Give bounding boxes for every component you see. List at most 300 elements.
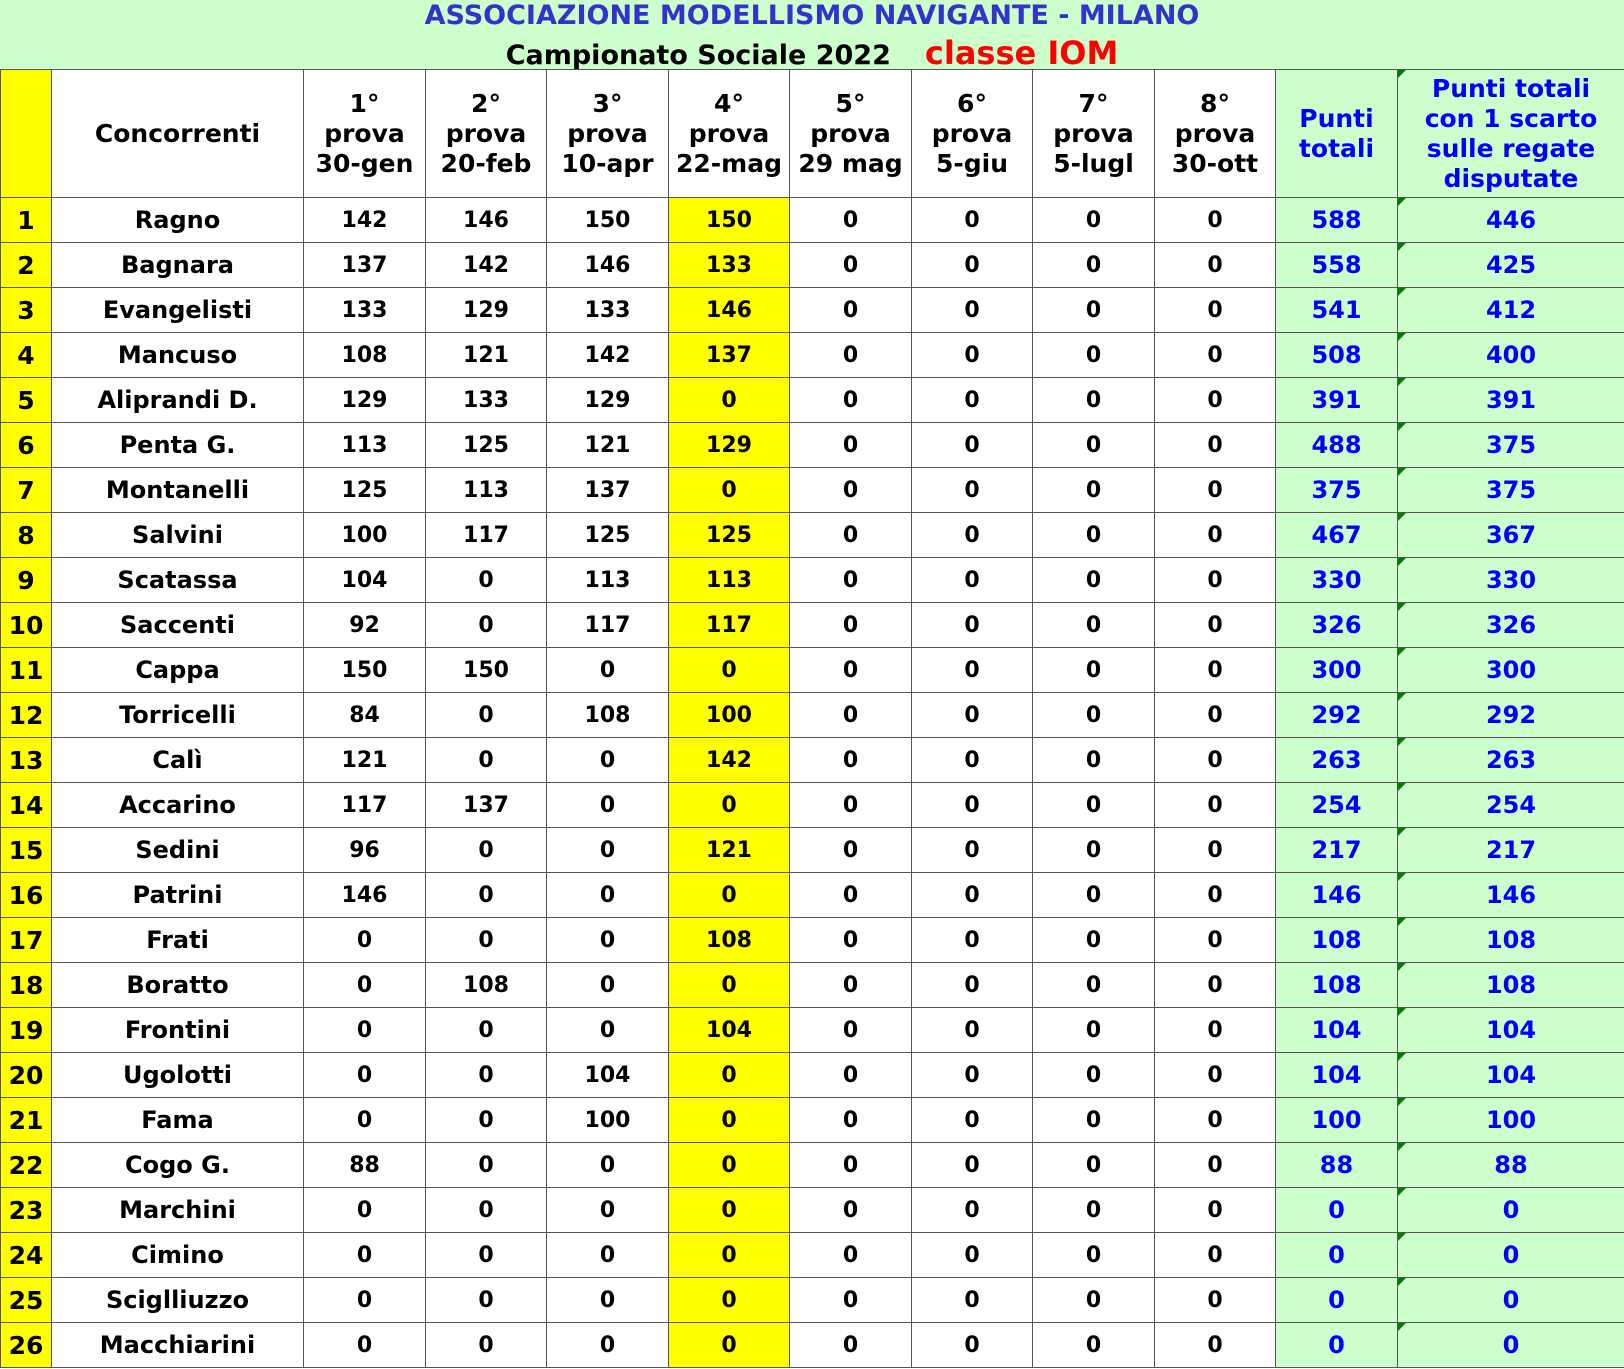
total-points: 0 (1276, 1323, 1398, 1368)
race-score-8: 0 (1155, 378, 1276, 423)
race-score-3: 0 (547, 648, 669, 693)
race-score-3: 0 (547, 738, 669, 783)
competitor-name: Cogo G. (52, 1143, 304, 1188)
race-score-2: 0 (426, 1053, 547, 1098)
race-score-1: 129 (304, 378, 426, 423)
race-score-6: 0 (912, 1008, 1033, 1053)
total-discard-points: 292 (1398, 693, 1624, 738)
race-score-7: 0 (1033, 693, 1155, 738)
table-row (1, 468, 1624, 513)
total-discard-points: 104 (1398, 1053, 1624, 1098)
race-header-label: prova (1174, 118, 1256, 148)
race-score-2: 0 (426, 1323, 547, 1368)
race-score-1: 84 (304, 693, 426, 738)
race-score-3: 129 (547, 378, 669, 423)
race-score-6: 0 (912, 963, 1033, 1008)
race-score-4: 121 (669, 828, 790, 873)
competitor-name: Frontini (52, 1008, 304, 1053)
race-score-7: 0 (1033, 1053, 1155, 1098)
race-score-4: 108 (669, 918, 790, 963)
race-score-6: 0 (912, 243, 1033, 288)
race-score-2: 0 (426, 1098, 547, 1143)
total-discard-points: 100 (1398, 1098, 1624, 1143)
race-score-6: 0 (912, 513, 1033, 558)
rank-cell: 2 (1, 243, 52, 288)
race-header-date: 10-apr (561, 148, 654, 178)
race-score-7: 0 (1033, 288, 1155, 333)
total-discard-points: 326 (1398, 603, 1624, 648)
race-score-4: 0 (669, 378, 790, 423)
race-score-3: 125 (547, 513, 669, 558)
race-score-8: 0 (1155, 1098, 1276, 1143)
table-row (1, 1098, 1624, 1143)
race-score-2: 0 (426, 1008, 547, 1053)
race-score-1: 92 (304, 603, 426, 648)
total-points: 146 (1276, 873, 1398, 918)
rank-cell: 21 (1, 1098, 52, 1143)
race-score-4: 0 (669, 873, 790, 918)
standings-body (1, 198, 1624, 1368)
race-score-4: 0 (669, 1233, 790, 1278)
race-score-8: 0 (1155, 468, 1276, 513)
race-score-1: 100 (304, 513, 426, 558)
competitor-name: Evangelisti (52, 288, 304, 333)
race-score-3: 100 (547, 1098, 669, 1143)
race-header-label: prova (324, 118, 405, 148)
table-row (1, 288, 1624, 333)
race-score-2: 121 (426, 333, 547, 378)
race-score-6: 0 (912, 198, 1033, 243)
race-header-6 (912, 70, 1033, 198)
race-score-2: 0 (426, 1278, 547, 1323)
race-score-3: 0 (547, 1278, 669, 1323)
competitor-name: Accarino (52, 783, 304, 828)
table-row (1, 1008, 1624, 1053)
rank-cell: 20 (1, 1053, 52, 1098)
race-score-2: 0 (426, 1233, 547, 1278)
table-row (1, 423, 1624, 468)
rank-cell: 17 (1, 918, 52, 963)
table-row (1, 243, 1624, 288)
race-score-5: 0 (790, 243, 912, 288)
race-score-2: 0 (426, 828, 547, 873)
race-score-7: 0 (1033, 648, 1155, 693)
race-score-5: 0 (790, 513, 912, 558)
race-score-6: 0 (912, 468, 1033, 513)
race-header-label: prova (567, 118, 648, 148)
total-points: 541 (1276, 288, 1398, 333)
total-discard-points: 375 (1398, 468, 1624, 513)
race-score-2: 0 (426, 693, 547, 738)
race-score-3: 0 (547, 918, 669, 963)
rank-cell: 16 (1, 873, 52, 918)
race-score-5: 0 (790, 468, 912, 513)
race-score-5: 0 (790, 288, 912, 333)
competitor-name: Macchiarini (52, 1323, 304, 1368)
rank-cell: 18 (1, 963, 52, 1008)
race-score-8: 0 (1155, 558, 1276, 603)
race-score-8: 0 (1155, 198, 1276, 243)
race-score-7: 0 (1033, 243, 1155, 288)
race-score-3: 113 (547, 558, 669, 603)
race-score-2: 146 (426, 198, 547, 243)
total-points: 104 (1276, 1008, 1398, 1053)
race-score-3: 142 (547, 333, 669, 378)
competitor-name: Ragno (52, 198, 304, 243)
race-score-7: 0 (1033, 828, 1155, 873)
total-points: 104 (1276, 1053, 1398, 1098)
race-score-8: 0 (1155, 738, 1276, 783)
race-header-label: prova (445, 118, 527, 148)
race-score-6: 0 (912, 828, 1033, 873)
race-score-5: 0 (790, 1188, 912, 1233)
race-score-3: 0 (547, 963, 669, 1008)
race-score-6: 0 (912, 783, 1033, 828)
race-score-5: 0 (790, 783, 912, 828)
total-points: 391 (1276, 378, 1398, 423)
total-points: 375 (1276, 468, 1398, 513)
rank-cell: 3 (1, 288, 52, 333)
race-header-3 (547, 70, 669, 198)
total-discard-points: 0 (1398, 1188, 1624, 1233)
total-discard-points: 446 (1398, 198, 1624, 243)
race-score-1: 150 (304, 648, 426, 693)
race-score-1: 96 (304, 828, 426, 873)
rank-cell: 14 (1, 783, 52, 828)
total-discard-points: 108 (1398, 918, 1624, 963)
rank-cell: 23 (1, 1188, 52, 1233)
race-score-8: 0 (1155, 288, 1276, 333)
race-score-2: 150 (426, 648, 547, 693)
race-header-n: 7° (1078, 88, 1109, 118)
race-score-6: 0 (912, 423, 1033, 468)
race-score-3: 121 (547, 423, 669, 468)
race-score-8: 0 (1155, 1008, 1276, 1053)
table-row (1, 1233, 1624, 1278)
race-score-1: 121 (304, 738, 426, 783)
race-header-4 (669, 70, 790, 198)
race-score-4: 104 (669, 1008, 790, 1053)
race-score-3: 0 (547, 1233, 669, 1278)
table-row (1, 513, 1624, 558)
race-header-5 (790, 70, 912, 198)
table-row (1, 1323, 1624, 1368)
rank-cell: 25 (1, 1278, 52, 1323)
table-row (1, 1143, 1624, 1188)
rank-cell: 22 (1, 1143, 52, 1188)
race-score-7: 0 (1033, 198, 1155, 243)
race-score-7: 0 (1033, 333, 1155, 378)
race-score-8: 0 (1155, 1233, 1276, 1278)
race-score-1: 104 (304, 558, 426, 603)
rank-cell: 6 (1, 423, 52, 468)
race-score-4: 0 (669, 783, 790, 828)
race-header-2 (426, 70, 547, 198)
race-header-date: 30-ott (1171, 148, 1259, 178)
championship-title (0, 36, 1624, 73)
table-row (1, 198, 1624, 243)
competitor-name: Mancuso (52, 333, 304, 378)
race-score-4: 0 (669, 963, 790, 1008)
race-score-2: 137 (426, 783, 547, 828)
race-score-7: 0 (1033, 468, 1155, 513)
standings-table (0, 69, 1624, 1368)
table-row (1, 378, 1624, 423)
race-score-1: 137 (304, 243, 426, 288)
race-header-label: prova (688, 118, 770, 148)
total-points: 467 (1276, 513, 1398, 558)
race-score-1: 0 (304, 918, 426, 963)
table-row (1, 333, 1624, 378)
race-score-7: 0 (1033, 513, 1155, 558)
race-score-1: 0 (304, 1278, 426, 1323)
competitor-name: Sciglliuzzo (52, 1278, 304, 1323)
race-score-1: 0 (304, 1188, 426, 1233)
race-score-7: 0 (1033, 873, 1155, 918)
race-header-8 (1155, 70, 1276, 198)
total-points: 488 (1276, 423, 1398, 468)
race-score-7: 0 (1033, 603, 1155, 648)
race-score-3: 0 (547, 783, 669, 828)
competitor-name: Fama (52, 1098, 304, 1143)
competitor-name: Ugolotti (52, 1053, 304, 1098)
race-score-3: 0 (547, 1188, 669, 1233)
race-score-2: 0 (426, 603, 547, 648)
race-score-4: 0 (669, 1188, 790, 1233)
race-score-2: 133 (426, 378, 547, 423)
rank-cell: 19 (1, 1008, 52, 1053)
total-discard-points: 425 (1398, 243, 1624, 288)
total-discard-points: 300 (1398, 648, 1624, 693)
race-score-8: 0 (1155, 828, 1276, 873)
race-score-7: 0 (1033, 1143, 1155, 1188)
race-score-1: 125 (304, 468, 426, 513)
total-points: 254 (1276, 783, 1398, 828)
race-score-4: 129 (669, 423, 790, 468)
race-score-1: 146 (304, 873, 426, 918)
competitor-name: Salvini (52, 513, 304, 558)
table-row (1, 783, 1624, 828)
race-score-8: 0 (1155, 1323, 1276, 1368)
class-label: classe IOM (924, 34, 1119, 72)
rank-cell: 8 (1, 513, 52, 558)
race-score-2: 113 (426, 468, 547, 513)
race-score-3: 104 (547, 1053, 669, 1098)
race-score-8: 0 (1155, 693, 1276, 738)
race-header-n: 8° (1200, 88, 1230, 118)
race-header-n: 4° (714, 88, 744, 118)
competitor-name: Torricelli (52, 693, 304, 738)
competitor-name: Saccenti (52, 603, 304, 648)
competitor-name: Frati (52, 918, 304, 963)
race-score-8: 0 (1155, 333, 1276, 378)
rank-cell: 10 (1, 603, 52, 648)
competitor-name: Scatassa (52, 558, 304, 603)
race-score-5: 0 (790, 1143, 912, 1188)
rank-cell: 15 (1, 828, 52, 873)
race-header-n: 1° (349, 88, 380, 118)
race-score-4: 150 (669, 198, 790, 243)
race-score-4: 0 (669, 1143, 790, 1188)
race-header-n: 5° (835, 88, 866, 118)
race-score-6: 0 (912, 1278, 1033, 1323)
race-score-8: 0 (1155, 1188, 1276, 1233)
race-score-7: 0 (1033, 558, 1155, 603)
rank-cell: 5 (1, 378, 52, 423)
race-score-3: 0 (547, 1323, 669, 1368)
total-discard-points: 104 (1398, 1008, 1624, 1053)
race-score-8: 0 (1155, 963, 1276, 1008)
competitor-name: Aliprandi D. (52, 378, 304, 423)
table-row (1, 918, 1624, 963)
race-score-6: 0 (912, 873, 1033, 918)
race-score-5: 0 (790, 423, 912, 468)
race-score-8: 0 (1155, 1053, 1276, 1098)
race-score-5: 0 (790, 1323, 912, 1368)
race-score-1: 113 (304, 423, 426, 468)
race-score-2: 0 (426, 918, 547, 963)
race-score-5: 0 (790, 333, 912, 378)
association-title: ASSOCIAZIONE MODELLISMO NAVIGANTE - MILANO (424, 0, 1200, 31)
race-score-2: 117 (426, 513, 547, 558)
total-discard-points: 108 (1398, 963, 1624, 1008)
total-discard-points: 391 (1398, 378, 1624, 423)
total-points: 108 (1276, 963, 1398, 1008)
total-points: 0 (1276, 1278, 1398, 1323)
race-score-5: 0 (790, 558, 912, 603)
race-score-3: 0 (547, 828, 669, 873)
race-score-8: 0 (1155, 918, 1276, 963)
race-score-3: 0 (547, 1008, 669, 1053)
total-points-header: Punti totali (1276, 70, 1398, 198)
race-score-7: 0 (1033, 1188, 1155, 1233)
race-header-n: 2° (471, 88, 501, 118)
table-row (1, 963, 1624, 1008)
race-score-5: 0 (790, 1233, 912, 1278)
race-score-8: 0 (1155, 423, 1276, 468)
competitor-name: Calì (52, 738, 304, 783)
race-score-8: 0 (1155, 243, 1276, 288)
race-score-1: 0 (304, 1053, 426, 1098)
rank-cell: 7 (1, 468, 52, 513)
total-points: 263 (1276, 738, 1398, 783)
race-score-4: 0 (669, 1098, 790, 1143)
race-score-5: 0 (790, 918, 912, 963)
table-row (1, 1053, 1624, 1098)
race-score-5: 0 (790, 378, 912, 423)
race-score-5: 0 (790, 738, 912, 783)
race-score-4: 0 (669, 468, 790, 513)
race-score-7: 0 (1033, 738, 1155, 783)
race-score-4: 113 (669, 558, 790, 603)
race-score-6: 0 (912, 378, 1033, 423)
race-score-7: 0 (1033, 378, 1155, 423)
race-score-7: 0 (1033, 783, 1155, 828)
race-score-6: 0 (912, 1188, 1033, 1233)
race-score-6: 0 (912, 333, 1033, 378)
race-score-8: 0 (1155, 783, 1276, 828)
race-score-6: 0 (912, 1098, 1033, 1143)
total-discard-header: Punti totali con 1 scarto sulle regate disputate (1398, 70, 1624, 198)
race-score-3: 133 (547, 288, 669, 333)
total-discard-points: 0 (1398, 1233, 1624, 1278)
table-row (1, 603, 1624, 648)
race-score-3: 0 (547, 1143, 669, 1188)
race-score-1: 0 (304, 1233, 426, 1278)
race-header-date: 20-feb (440, 148, 532, 178)
total-points: 88 (1276, 1143, 1398, 1188)
sheet-header (0, 0, 1624, 70)
rank-cell: 26 (1, 1323, 52, 1368)
competitor-name: Penta G. (52, 423, 304, 468)
table-row (1, 738, 1624, 783)
race-score-5: 0 (790, 693, 912, 738)
rank-header (1, 70, 52, 198)
race-score-3: 117 (547, 603, 669, 648)
race-header-date: 5-lugl (1053, 148, 1134, 178)
race-score-6: 0 (912, 648, 1033, 693)
race-score-4: 0 (669, 1278, 790, 1323)
table-row (1, 558, 1624, 603)
race-score-5: 0 (790, 1278, 912, 1323)
race-score-2: 129 (426, 288, 547, 333)
race-header-label: prova (931, 118, 1013, 148)
race-score-7: 0 (1033, 1098, 1155, 1143)
total-points: 100 (1276, 1098, 1398, 1143)
competitor-name: Patrini (52, 873, 304, 918)
race-header-label: prova (810, 118, 891, 148)
race-score-3: 108 (547, 693, 669, 738)
total-discard-points: 330 (1398, 558, 1624, 603)
race-score-2: 0 (426, 873, 547, 918)
race-score-2: 0 (426, 1188, 547, 1233)
race-header-n: 6° (957, 88, 987, 118)
race-score-8: 0 (1155, 648, 1276, 693)
race-score-2: 108 (426, 963, 547, 1008)
competitor-name: Montanelli (52, 468, 304, 513)
race-score-2: 0 (426, 1143, 547, 1188)
race-score-4: 137 (669, 333, 790, 378)
race-score-5: 0 (790, 198, 912, 243)
race-score-6: 0 (912, 1053, 1033, 1098)
race-score-7: 0 (1033, 918, 1155, 963)
race-score-1: 133 (304, 288, 426, 333)
competitor-name: Bagnara (52, 243, 304, 288)
race-score-2: 0 (426, 738, 547, 783)
race-score-1: 0 (304, 1323, 426, 1368)
race-score-8: 0 (1155, 513, 1276, 558)
rank-cell: 4 (1, 333, 52, 378)
total-points: 0 (1276, 1188, 1398, 1233)
race-score-4: 125 (669, 513, 790, 558)
race-score-6: 0 (912, 918, 1033, 963)
total-discard-points: 0 (1398, 1323, 1624, 1368)
race-score-8: 0 (1155, 1143, 1276, 1188)
race-score-8: 0 (1155, 1278, 1276, 1323)
race-header-label: prova (1053, 118, 1134, 148)
total-discard-points: 375 (1398, 423, 1624, 468)
total-discard-points: 367 (1398, 513, 1624, 558)
total-discard-points: 88 (1398, 1143, 1624, 1188)
race-score-4: 0 (669, 648, 790, 693)
race-score-4: 133 (669, 243, 790, 288)
rank-cell: 1 (1, 198, 52, 243)
table-row (1, 1188, 1624, 1233)
total-points: 326 (1276, 603, 1398, 648)
race-score-4: 0 (669, 1323, 790, 1368)
race-score-2: 142 (426, 243, 547, 288)
race-score-6: 0 (912, 1323, 1033, 1368)
